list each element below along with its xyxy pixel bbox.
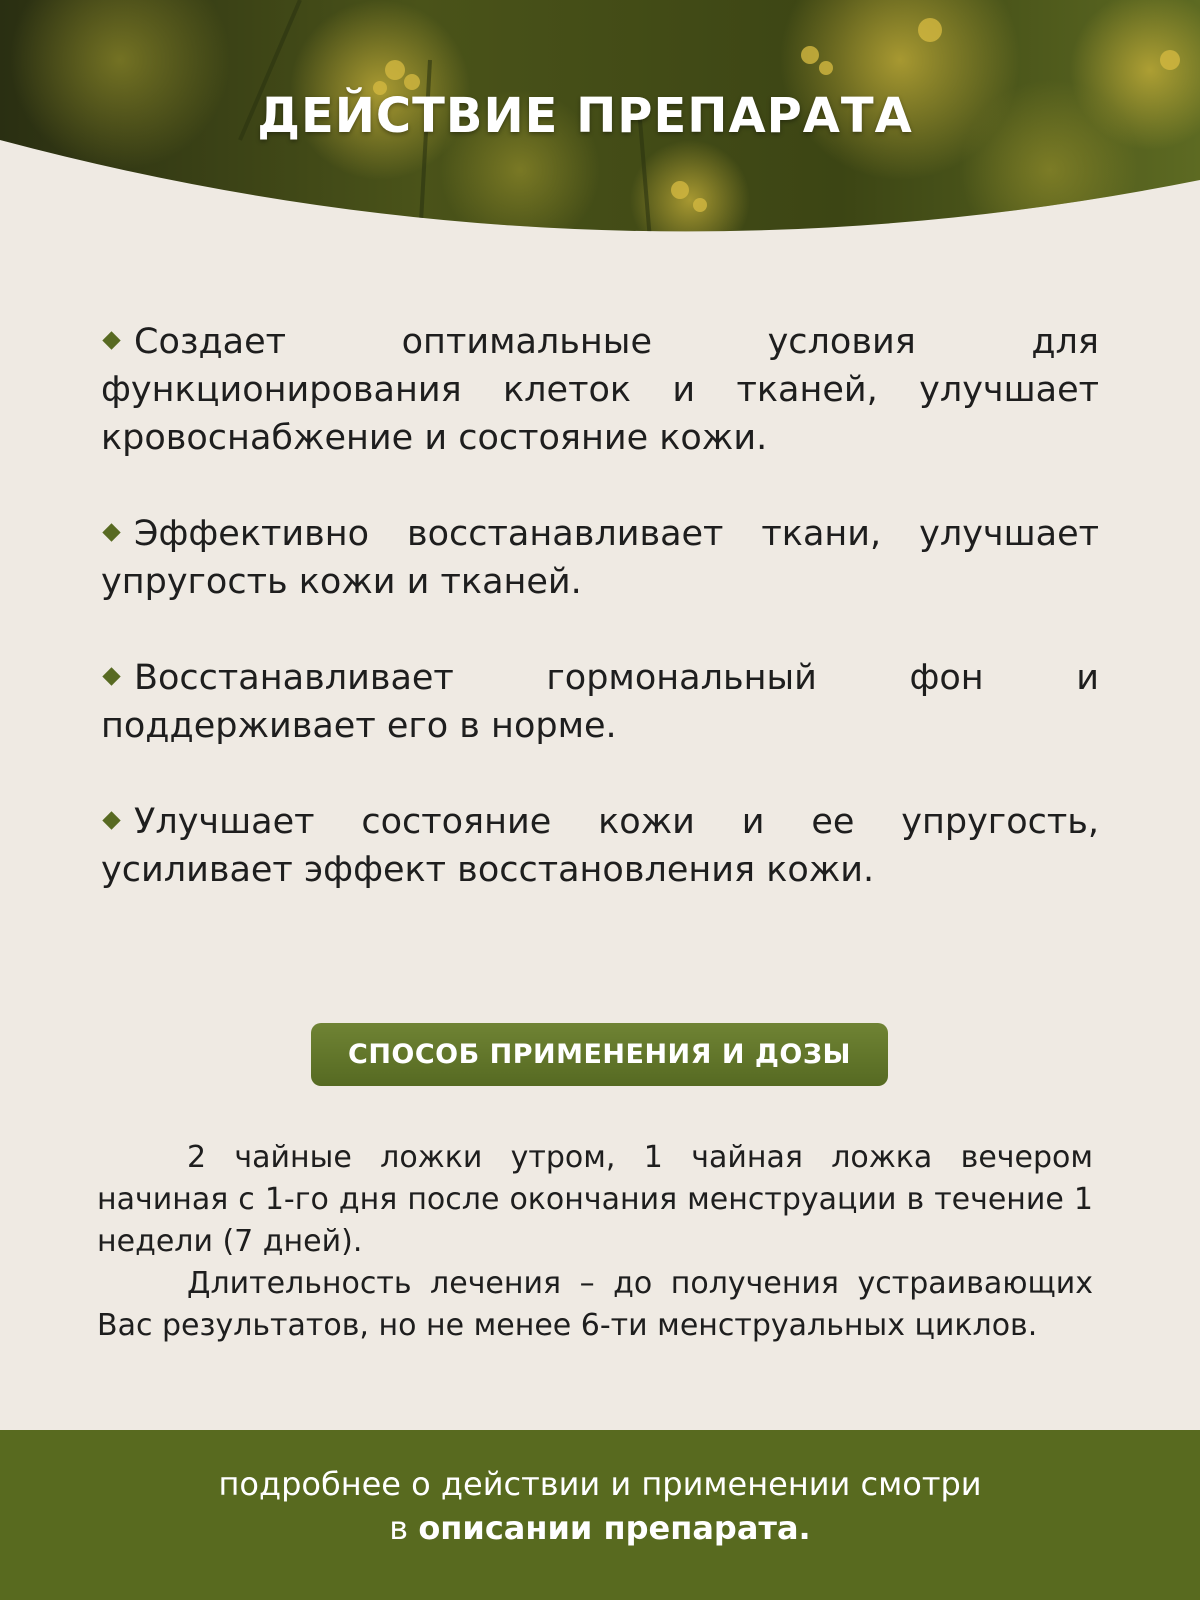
list-item: [101, 654, 1099, 750]
dosage-section-badge: СПОСОБ ПРИМЕНЕНИЯ И ДОЗЫ: [311, 1023, 888, 1086]
benefit-text: Восстанавливает гормональный фон и поддерживает его в норме.: [101, 658, 1099, 746]
benefit-text: Эффективно восстанавливает ткани, улучшает упругость кожи и тканей.: [101, 514, 1099, 602]
duration-paragraph: Длительность лечения – до получения устраивающих Вас результатов, но не менее 6-ти менструальных циклов.: [97, 1266, 1093, 1343]
list-item: [101, 798, 1099, 894]
footer-description-link-text: описании препарата.: [418, 1509, 811, 1547]
dosage-instructions: [97, 1137, 1093, 1347]
diamond-bullet-icon: [102, 331, 120, 349]
list-item: [101, 510, 1099, 606]
list-item: [101, 318, 1099, 462]
benefit-text: Улучшает состояние кожи и ее упругость, усиливает эффект восстановления кожи.: [101, 802, 1099, 890]
footer-text-line2: [0, 1506, 1200, 1550]
benefits-list: [101, 318, 1099, 942]
diamond-bullet-icon: [102, 811, 120, 829]
footer-text-prefix: в: [389, 1509, 409, 1547]
footer-text-line1: подробнее о действии и применении смотри: [218, 1465, 982, 1503]
header-banner: [0, 0, 1200, 240]
diamond-bullet-icon: [102, 667, 120, 685]
footer-banner: [0, 1430, 1200, 1600]
page-title: ДЕЙСТВИЕ ПРЕПАРАТА: [257, 88, 913, 144]
diamond-bullet-icon: [102, 523, 120, 541]
dosage-paragraph: 2 чайные ложки утром, 1 чайная ложка вечером начиная с 1-го дня после окончания менструации в течение 1 недели (7 дней).: [97, 1140, 1093, 1259]
benefit-text: Создает оптимальные условия для функционирования клеток и тканей, улучшает кровоснабжение и состояние кожи.: [101, 322, 1099, 458]
